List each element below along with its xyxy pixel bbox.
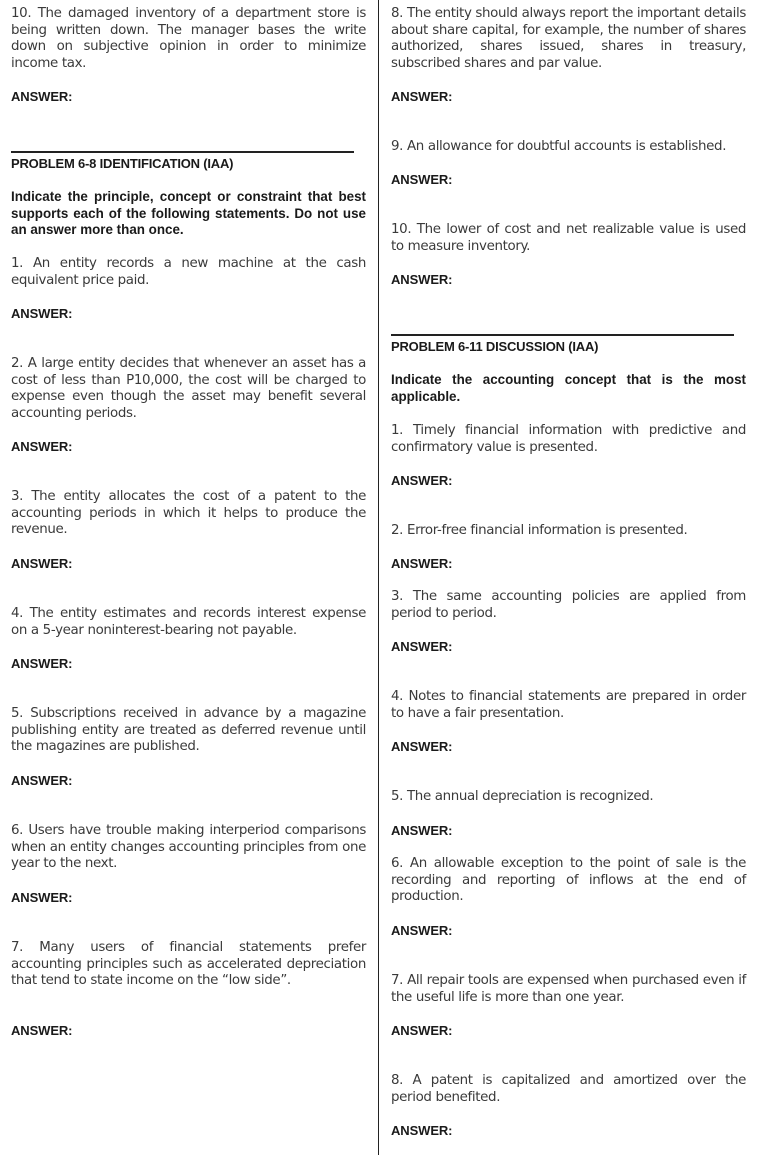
answer-label: ANSWER:: [11, 1023, 73, 1038]
answer-label: ANSWER:: [11, 89, 73, 104]
answer-label: ANSWER:: [391, 739, 453, 754]
section-rule: [11, 151, 354, 153]
problem-6-11-item-4: 4. Notes to financial statements are prepared in order to have a fair presentation.: [391, 689, 746, 721]
section-rule: [391, 334, 734, 336]
problem-6-8-heading: PROBLEM 6-8 IDENTIFICATION (IAA): [11, 156, 234, 171]
answer-label: ANSWER:: [11, 556, 73, 571]
answer-label: ANSWER:: [391, 556, 453, 571]
answer-label: ANSWER:: [391, 172, 453, 187]
problem-6-11-item-6: 6. An allowable exception to the point of sale is the recording and reporting of inflows at the end of production.: [391, 856, 746, 905]
problem-6-8-item-5: 5. Subscriptions received in advance by a magazine publishing entity are treated as deferred revenue until the magazines are published.: [11, 706, 366, 755]
answer-label: ANSWER:: [391, 923, 453, 938]
answer-label: ANSWER:: [391, 1123, 453, 1138]
answer-label: ANSWER:: [11, 890, 73, 905]
problem-6-11-item-3: 3. The same accounting policies are applied from period to period.: [391, 589, 746, 621]
item-10-text: 10. The damaged inventory of a department store is being written down. The manager bases the write down on subjective opinion in order to minimize income tax.: [11, 6, 366, 71]
problem-6-11-item-2: 2. Error-free financial information is presented.: [391, 523, 688, 538]
answer-label: ANSWER:: [391, 823, 453, 838]
problem-6-8-item-9: 9. An allowance for doubtful accounts is established.: [391, 139, 727, 154]
problem-6-8-instruction: Indicate the principle, concept or constraint that best supports each of the following statements. Do not use an answer more than once.: [11, 189, 366, 238]
answer-label: ANSWER:: [391, 639, 453, 654]
problem-6-11-item-8: 8. A patent is capitalized and amortized over the period benefited.: [391, 1073, 746, 1105]
problem-6-11-heading: PROBLEM 6-11 DISCUSSION (IAA): [391, 339, 599, 354]
problem-6-8-item-8: 8. The entity should always report the important details about share capital, for example, the number of shares authorized, shares issued, shares in treasury, subscribed shares and par value.: [391, 6, 746, 71]
problem-6-11-item-5: 5. The annual depreciation is recognized.: [391, 789, 654, 804]
answer-label: ANSWER:: [391, 1023, 453, 1038]
problem-6-11-item-1: 1. Timely financial information with predictive and confirmatory value is presented.: [391, 423, 746, 455]
problem-6-8-item-6: 6. Users have trouble making interperiod comparisons when an entity changes accounting principles from one year to the next.: [11, 823, 366, 872]
problem-6-11-instruction: Indicate the accounting concept that is the most applicable.: [391, 372, 746, 404]
problem-6-8-item-1: 1. An entity records a new machine at the cash equivalent price paid.: [11, 256, 366, 288]
answer-label: ANSWER:: [11, 306, 73, 321]
answer-label: ANSWER:: [11, 773, 73, 788]
problem-6-11-item-7: 7. All repair tools are expensed when purchased even if the useful life is more than one year.: [391, 973, 746, 1005]
problem-6-8-item-4: 4. The entity estimates and records interest expense on a 5-year noninterest-bearing not payable.: [11, 606, 366, 638]
problem-6-8-item-10: 10. The lower of cost and net realizable value is used to measure inventory.: [391, 222, 746, 254]
column-divider: [378, 0, 379, 1155]
problem-6-8-item-3: 3. The entity allocates the cost of a patent to the accounting periods in which it helps to produce the revenue.: [11, 489, 366, 538]
answer-label: ANSWER:: [391, 473, 453, 488]
answer-label: ANSWER:: [11, 439, 73, 454]
answer-label: ANSWER:: [11, 656, 73, 671]
problem-6-8-item-7: 7. Many users of financial statements prefer accounting principles such as accelerated depreciation that tend to state income on the “low side”.: [11, 940, 366, 989]
answer-label: ANSWER:: [391, 89, 453, 104]
answer-label: ANSWER:: [391, 272, 453, 287]
problem-6-8-item-2: 2. A large entity decides that whenever an asset has a cost of less than P10,000, the cost will be charged to expense even though the asset may benefit several accounting periods.: [11, 356, 366, 421]
